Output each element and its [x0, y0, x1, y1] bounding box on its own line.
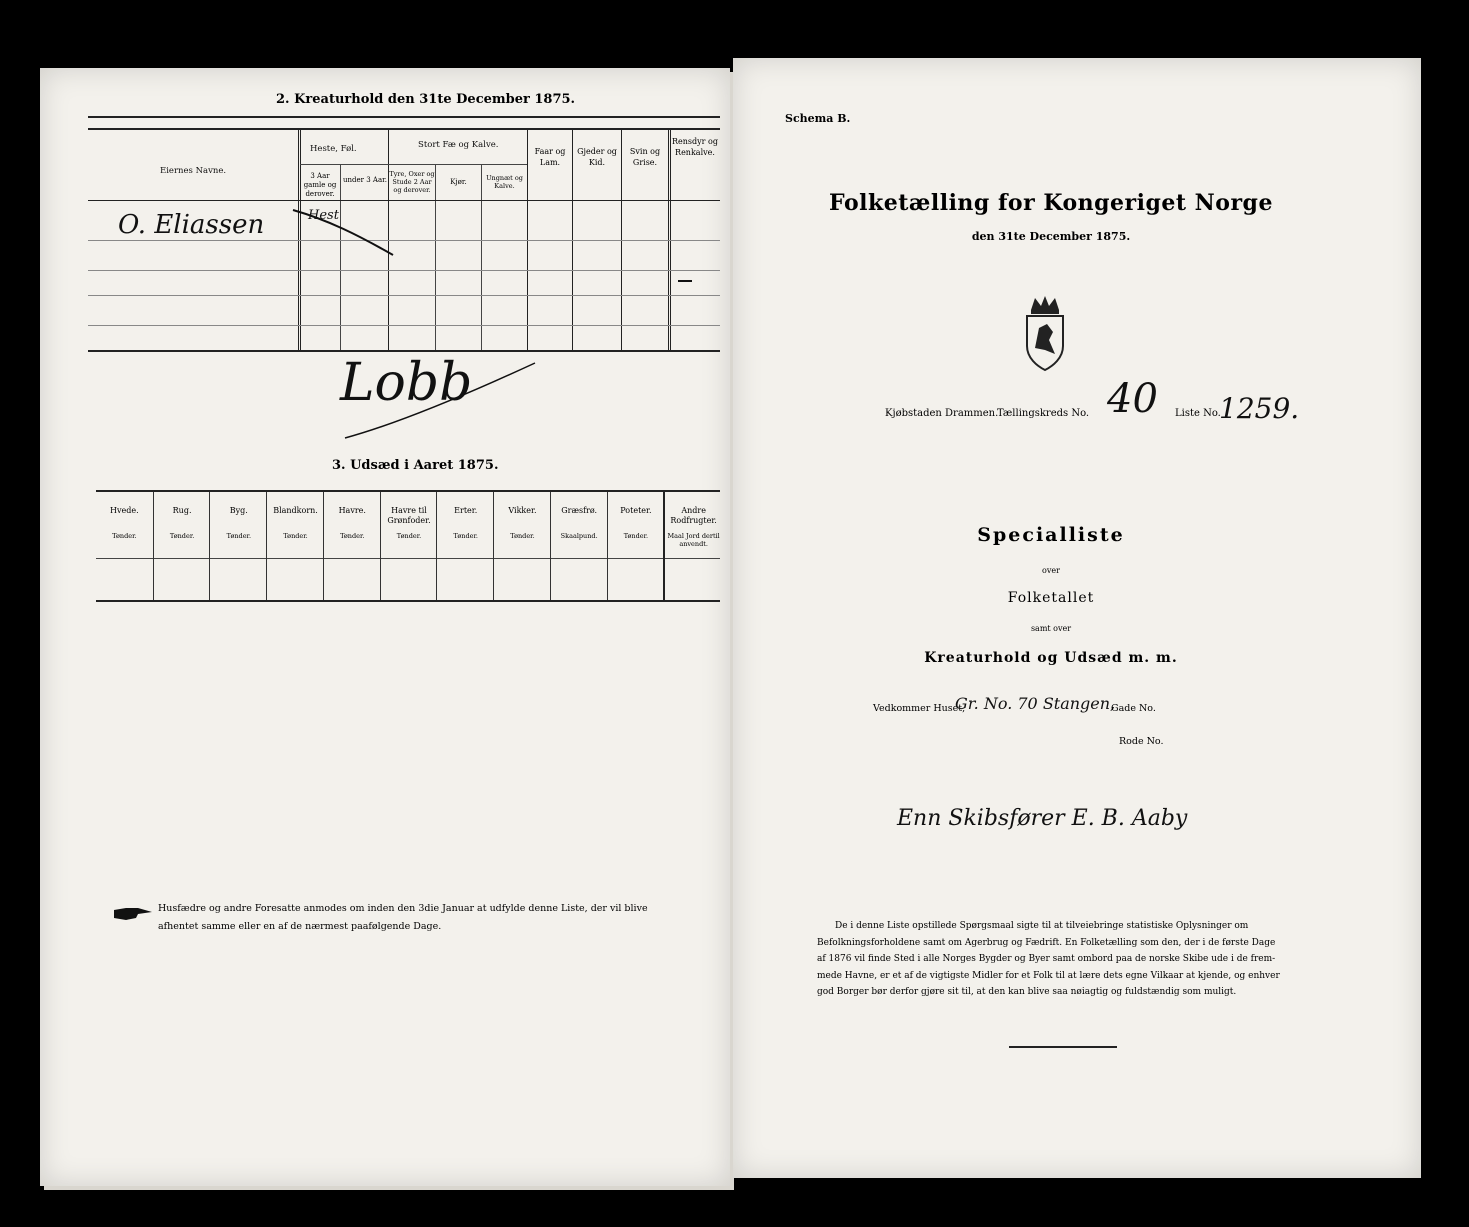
right-page [733, 58, 1421, 1178]
sowing-column [209, 492, 267, 600]
rensdyr-header: Rensdyr og Renkalve. [672, 137, 718, 157]
stort-sub-1: Tyre, Oxer og Stude 2 Aar og derover. [389, 170, 435, 194]
sowing-column [380, 492, 438, 600]
sowing-column-name: Poteter. [620, 506, 652, 515]
specialliste-heading: Specialliste [977, 524, 1125, 546]
rode-label: Rode No. [1119, 736, 1164, 747]
sowing-column-unit: Tønder. [453, 532, 478, 540]
sowing-column-name: Blandkorn. [273, 506, 318, 515]
paragraph-line: af 1876 vil finde Sted i alle Norges Bygder og Byer samt ombord paa de norske Skibe ude i de frem- [817, 954, 1276, 964]
paragraph-line: De i denne Liste opstillede Spørgsmaal sigte til at tilveiebringe statistiske Oplysninger om [835, 921, 1249, 931]
kreaturhold-heading: Kreaturhold og Udsæd m. m. [924, 650, 1178, 666]
livestock-table [88, 130, 720, 350]
vedkommer-label: Vedkommer Huset, [873, 703, 966, 714]
sowing-column-name: Havre til Grønfoder. [387, 506, 431, 525]
sowing-table [96, 492, 720, 602]
vedkommer-value: Gr. No. 70 Stangen, [955, 694, 1116, 713]
sowing-column-unit: Tønder. [226, 532, 252, 540]
pointing-hand-icon [112, 904, 154, 924]
sowing-column-unit: Tønder. [510, 532, 535, 540]
kjobstad-label: Kjøbstaden Drammen. [885, 408, 999, 419]
sowing-column [493, 492, 551, 600]
paragraph-line: Befolkningsforholdene samt om Agerbrug og Fædrift. En Folketælling som den, der i de første Dage [817, 937, 1276, 948]
stort-header: Stort Fæ og Kalve. [418, 140, 499, 150]
registrar-signature: Enn Skibsfører E. B. Aaby [897, 806, 1188, 831]
notice-text [158, 900, 648, 936]
liste-value: 1259. [1219, 392, 1300, 425]
sowing-column [663, 492, 722, 600]
section3-title: 3. Udsæd i Aaret 1875. [332, 458, 499, 473]
samt-over-text: samt over [1030, 624, 1072, 633]
sowing-column-unit: Maal Jord dertil anvendt. [667, 532, 720, 548]
sowing-column-name: Andre Rodfrugter. [670, 506, 717, 525]
stort-sub-3: Ungnæt og Kalve. [486, 174, 523, 190]
over-text: over [1042, 566, 1060, 575]
sowing-column-unit: Tønder. [396, 532, 422, 540]
folketallet-text: Folketallet [1007, 590, 1095, 606]
sowing-column-unit: Tønder. [169, 532, 195, 540]
owner-header: Eiernes Navne. [160, 166, 227, 176]
main-subtitle: den 31te December 1875. [971, 230, 1131, 243]
paragraph-line: god Borger bør derfor gjøre sit til, at den kan blive saa nøiagtig og fuldstændig som muligt. [817, 987, 1237, 997]
heste-sub-1: 3 Aar gamle og derover. [303, 172, 337, 198]
taellingskreds-label: Tællingskreds No. [997, 408, 1090, 419]
heste-sub-2: under 3 Aar. [343, 176, 387, 184]
strike-mark [288, 200, 398, 260]
sowing-column-name: Havre. [338, 506, 366, 515]
paragraph-line: mede Havne, er et af de vigtigste Midler for et Folk til at lære dets egne Vilkaar at kjende, og enhver [817, 970, 1280, 981]
coat-of-arms-icon [1017, 292, 1073, 372]
sowing-column [96, 492, 153, 600]
main-title: Folketælling for Kongeriget Norge [829, 190, 1273, 216]
sowing-column [607, 492, 665, 600]
info-paragraph [817, 918, 1321, 1001]
signature-handwritten: Lobb [340, 353, 473, 413]
heste-handwritten: Hest [308, 208, 339, 223]
sowing-column [266, 492, 324, 600]
sowing-column-name: Vikker. [508, 506, 537, 515]
sowing-column-name: Hvede. [110, 506, 139, 515]
sowing-column-unit: Skaalpund. [560, 532, 598, 540]
gade-label: Gade No. [1111, 703, 1156, 714]
taellingskreds-value: 40 [1107, 376, 1158, 422]
notice-line-1: Husfædre og andre Foresatte anmodes om inden den 3die Januar at udfylde denne Liste, der vil blive [158, 903, 648, 914]
liste-label: Liste No. [1175, 408, 1221, 419]
gjeder-header: Gjeder og Kid. [577, 147, 617, 167]
sowing-column-name: Rug. [172, 506, 192, 515]
signature-flourish [340, 353, 540, 443]
sowing-column [550, 492, 608, 600]
sowing-column-name: Græsfrø. [561, 506, 598, 515]
faar-header: Faar og Lam. [534, 147, 566, 167]
svin-header: Svin og Grise. [629, 147, 661, 167]
closing-rule [1009, 1046, 1117, 1048]
sowing-column [436, 492, 494, 600]
stort-sub-2: Kjør. [450, 178, 467, 186]
owner-name-handwritten: O. Eliassen [118, 210, 265, 240]
sowing-column-unit: Tønder. [283, 532, 308, 540]
sowing-column [323, 492, 381, 600]
schema-label: Schema B. [785, 112, 851, 125]
sowing-column [153, 492, 211, 600]
sowing-column-unit: Tønder. [112, 532, 137, 540]
heste-header: Heste, Føl. [310, 144, 357, 154]
rule [88, 116, 720, 118]
left-page [40, 68, 730, 1186]
section2-title: 2. Kreaturhold den 31te December 1875. [276, 92, 576, 107]
sowing-column-unit: Tønder. [340, 532, 365, 540]
sowing-column-name: Erter. [454, 506, 478, 515]
sowing-column-unit: Tønder. [623, 532, 649, 540]
sowing-column-name: Byg. [229, 506, 248, 515]
notice-line-2: afhentet samme eller en af de nærmest paafølgende Dage. [158, 921, 442, 932]
